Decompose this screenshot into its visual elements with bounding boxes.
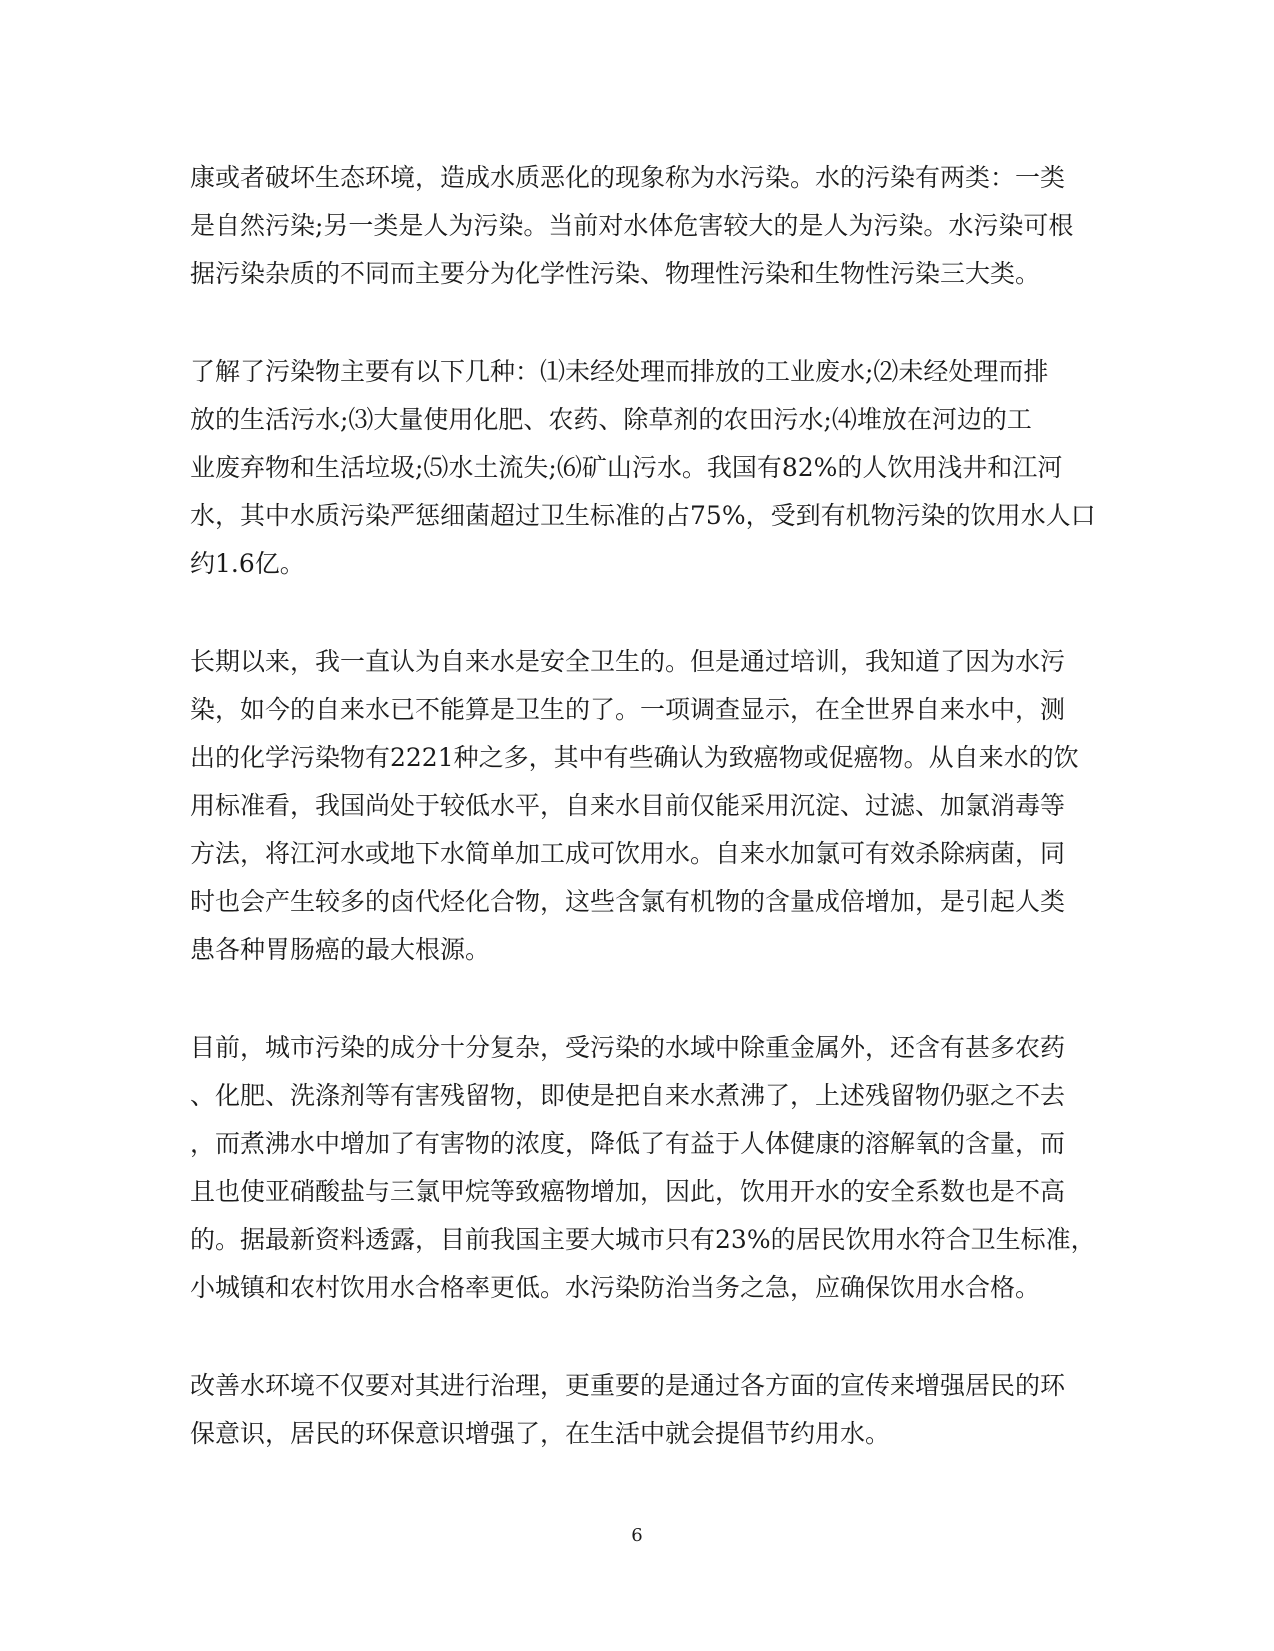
text-line: 业废弃物和生活垃圾;⑸水土流失;⑹矿山污水。我国有82%的人饮用浅井和江河	[190, 453, 1063, 482]
paragraph-3	[190, 638, 1080, 974]
body-text	[190, 154, 1096, 1508]
text-line: 且也使亚硝酸盐与三氯甲烷等致癌物增加，因此，饮用开水的安全系数也是不高	[190, 1177, 1066, 1206]
paragraph-5	[190, 1362, 1080, 1458]
text-line: ，而煮沸水中增加了有害物的浓度，降低了有益于人体健康的溶解氧的含量，而	[190, 1129, 1066, 1158]
text-line: 用标准看，我国尚处于较低水平，自来水目前仅能采用沉淀、过滤、加氯消毒等	[190, 791, 1066, 820]
text-line: 方法，将江河水或地下水简单加工成可饮用水。自来水加氯可有效杀除病菌，同	[190, 839, 1066, 868]
text-line: 放的生活污水;⑶大量使用化肥、农药、除草剂的农田污水;⑷堆放在河边的工	[190, 405, 1032, 434]
text-line: 出的化学污染物有2221种之多，其中有些确认为致癌物或促癌物。从自来水的饮	[190, 743, 1079, 772]
page-number: 6	[631, 1525, 643, 1546]
text-line: 据污染杂质的不同而主要分为化学性污染、物理性污染和生物性污染三大类。	[190, 259, 1041, 288]
text-line: 约1.6亿。	[190, 549, 305, 578]
text-line: 是自然污染;另一类是人为污染。当前对水体危害较大的是人为污染。水污染可根	[190, 211, 1074, 240]
text-line: 水，其中水质污染严惩细菌超过卫生标准的占75%，受到有机物污染的饮用水人口	[190, 501, 1096, 530]
text-line: 目前，城市污染的成分十分复杂，受污染的水域中除重金属外，还含有甚多农药	[190, 1033, 1066, 1062]
text-line: 、化肥、洗涤剂等有害残留物，即使是把自来水煮沸了，上述残留物仍驱之不去	[190, 1081, 1066, 1110]
text-line: 康或者破坏生态环境，造成水质恶化的现象称为水污染。水的污染有两类：一类	[190, 163, 1066, 192]
paragraph-1	[190, 154, 1080, 298]
text-line: 改善水环境不仅要对其进行治理，更重要的是通过各方面的宣传来增强居民的环	[190, 1371, 1066, 1400]
text-line: 患各种胃肠癌的最大根源。	[190, 935, 491, 964]
text-line: 时也会产生较多的卤代烃化合物，这些含氯有机物的含量成倍增加，是引起人类	[190, 887, 1066, 916]
text-line: 的。据最新资料透露，目前我国主要大城市只有23%的居民饮用水符合卫生标准，	[190, 1225, 1096, 1254]
paragraph-2	[190, 348, 1096, 588]
text-line: 了解了污染物主要有以下几种：⑴未经处理而排放的工业废水;⑵未经处理而排	[190, 357, 1049, 386]
text-line: 小城镇和农村饮用水合格率更低。水污染防治当务之急，应确保饮用水合格。	[190, 1273, 1041, 1302]
text-line: 保意识，居民的环保意识增强了，在生活中就会提倡节约用水。	[190, 1419, 891, 1448]
paragraph-4	[190, 1024, 1096, 1312]
text-line: 长期以来，我一直认为自来水是安全卫生的。但是通过培训，我知道了因为水污	[190, 647, 1066, 676]
text-line: 染，如今的自来水已不能算是卫生的了。一项调查显示，在全世界自来水中，测	[190, 695, 1066, 724]
